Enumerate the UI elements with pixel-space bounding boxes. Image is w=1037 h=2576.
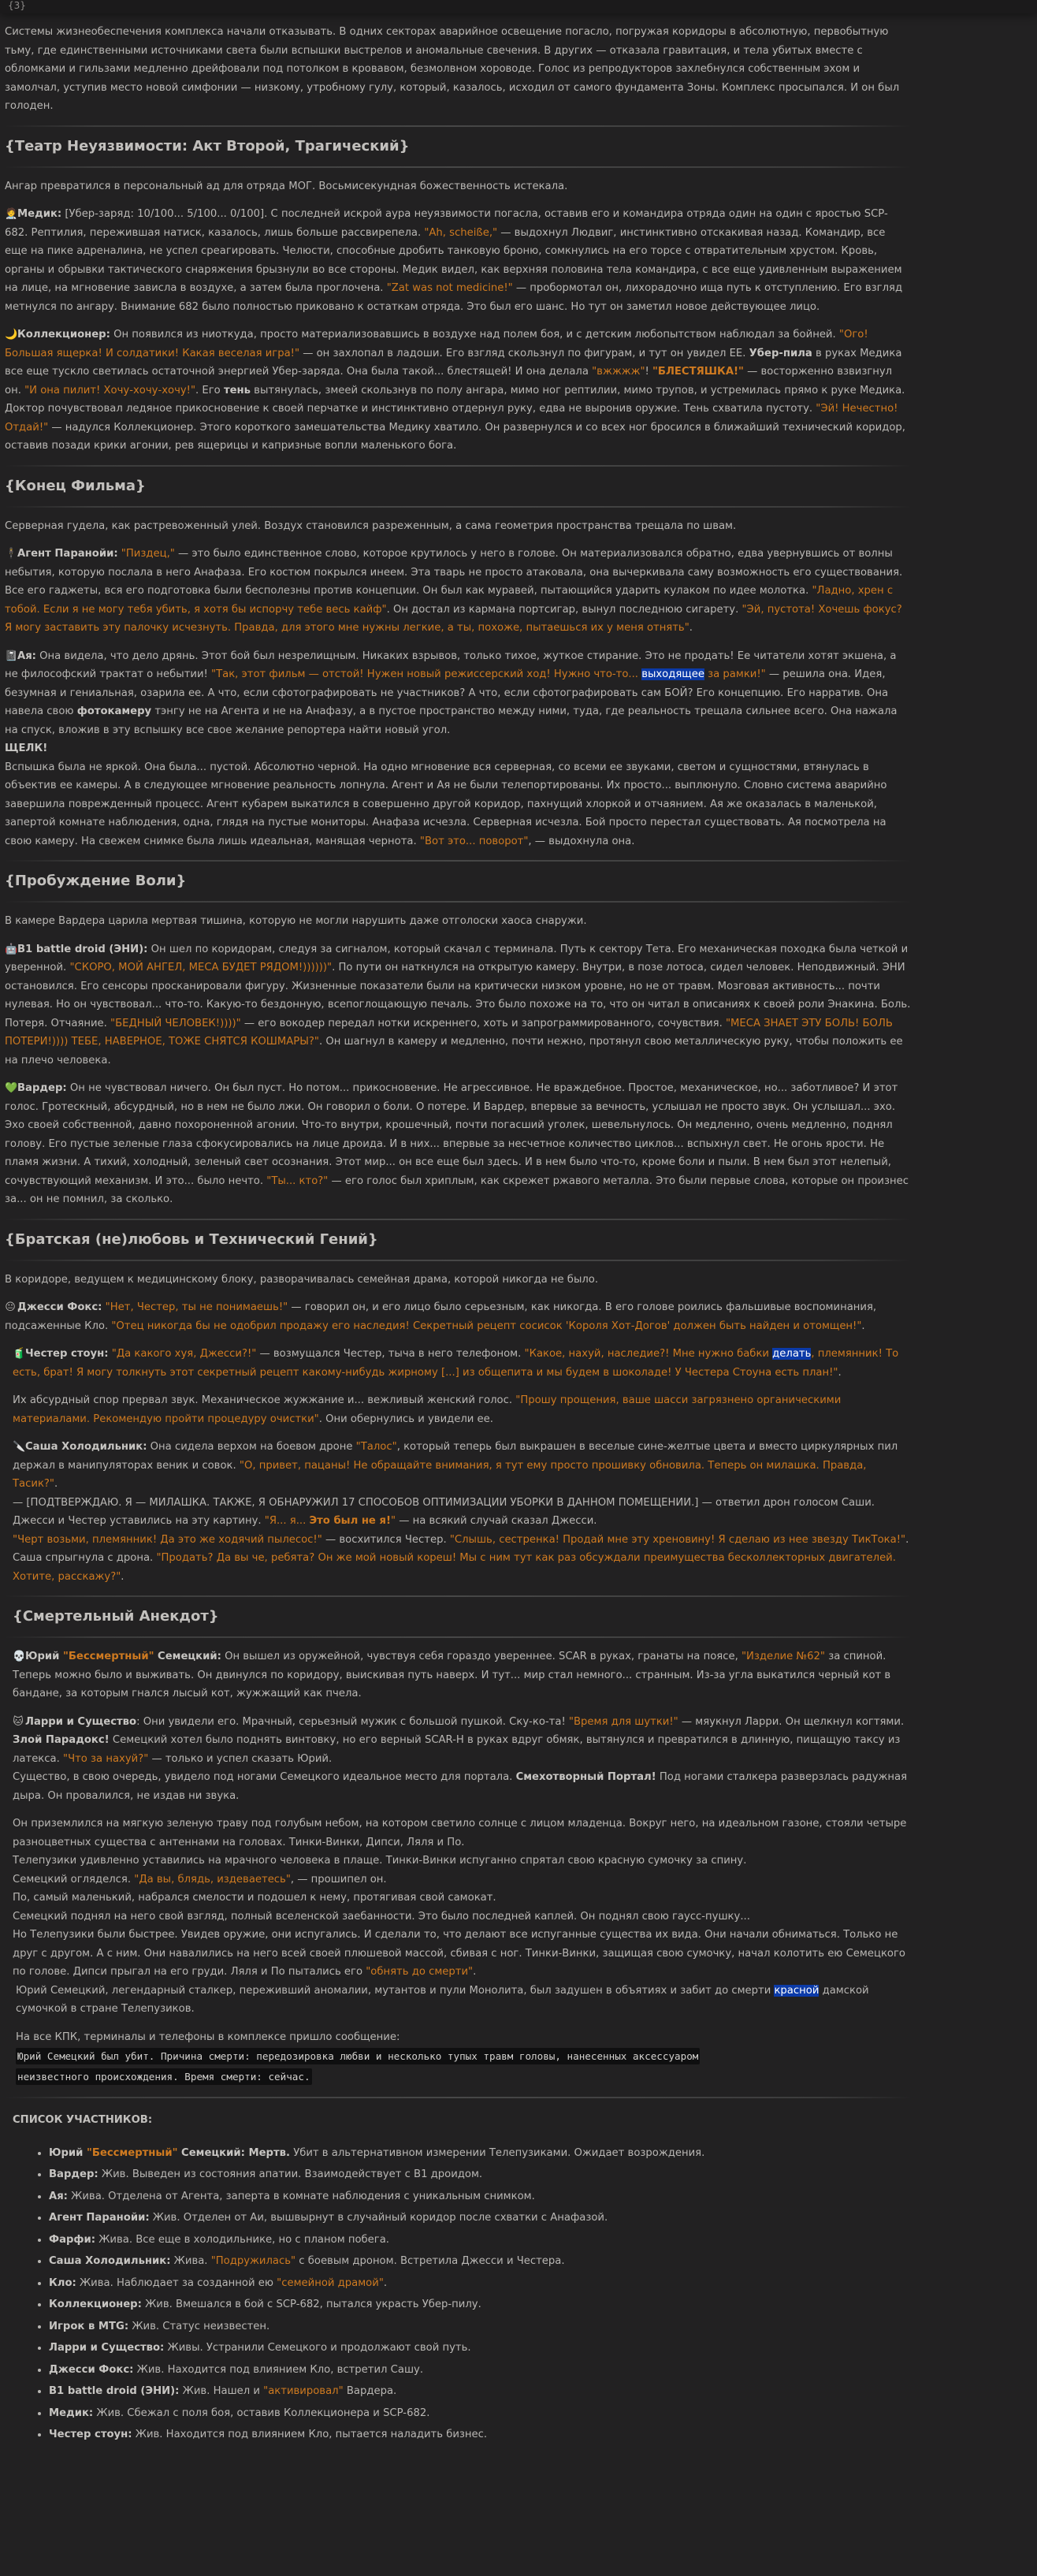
- participant-note: Жива. Отделена от Агента, заперта в комнате наблюдения с уникальным снимком.: [67, 2190, 535, 2202]
- list-item: [49, 2425, 911, 2444]
- quote: "И она пилит! Хочу-хочу-хочу!": [24, 384, 196, 396]
- character-name: Вардер:: [17, 1082, 67, 1094]
- list-item: [49, 2361, 911, 2380]
- section-title: {Конец Фильма}: [5, 477, 146, 494]
- character-name: Честер стоун:: [25, 1348, 109, 1360]
- bold-term: тень: [223, 384, 251, 396]
- character-block-varder: [5, 1079, 911, 1209]
- quote: "Ты... кто?": [266, 1174, 329, 1187]
- quote: "Черт возьми, племянник! Да это же ходячий пылесос!": [13, 1533, 322, 1546]
- droid-icon: 🤖: [5, 943, 18, 955]
- participant-name: Саша Холодильник:: [49, 2255, 171, 2267]
- list-item: [49, 2274, 911, 2293]
- section-lead: Серверная гудела, как растревоженный улей. Воздух становился разреженным, а сама геометрия пространства трещала по швам.: [5, 519, 737, 532]
- narration: . Они обернулись и увидели ее.: [318, 1413, 493, 1425]
- jesse-reaction: [5, 1512, 911, 1531]
- participant-name: Агент Паранойи:: [49, 2212, 150, 2224]
- participant-note: с боевым дроном. Встретила Джесси и Честера.: [295, 2255, 565, 2267]
- character-block-chester: [5, 1345, 911, 1382]
- teletubbies-p4: По, самый маленький, набрался смелости и подошел к нему, протягивая свой самокат.: [13, 1892, 496, 1904]
- quote: "Ah, scheiße,": [424, 226, 498, 239]
- quote: "О, привет, пацаны! Не обращайте внимания, я тут ему просто прошивку обновила. Теперь он милашка. Правда, Тасик?": [13, 1459, 867, 1490]
- quote: "Да какого хуя, Джесси?!": [111, 1348, 257, 1360]
- drone-reply: — [ПОДТВЕРЖДАЮ. Я — МИЛАШКА. ТАКЖЕ, Я ОБНАРУЖИЛ 17 СПОСОБОВ ОПТИМИЗАЦИИ УБОРКИ В ДАННОМ ПОМЕЩЕНИИ.] — ответил дрон голосом Саши.: [13, 1496, 875, 1509]
- broadcast-message: Юрий Семецкий был убит. Причина смерти: передозировка любви и несколько тупых травм головы, нанесенных аксессуаром неизвестного происхождения. Время смерти: сейчас.: [16, 2048, 700, 2085]
- participant-note: Жива.: [170, 2255, 211, 2267]
- quote: "Я... я...: [264, 1515, 310, 1527]
- narration: Семецкий хотел было поднять винтовку, но его верный SCAR-H в руках вдруг обмяк, вытянулся и превратился в длинную, пищащую таксу из латекса.: [13, 1734, 901, 1765]
- list-item: [49, 2295, 911, 2314]
- narration: [Убер-заряд: 10/100... 5/100... 0/100]. С последней искрой аура неуязвимости погасла, оставив его и командира отряда один на один с яростью SCP-682. Рептилия, пережившая натиск, казалось, лишь больше рассвирепела.: [5, 208, 888, 239]
- quote: "Zat was not medicine!": [386, 282, 513, 294]
- participant-name: Ларри и Существо:: [49, 2342, 165, 2354]
- narration: — надулся Коллекционер. Этого короткого замешательства Медику хватило. Он развернулся и со всех ног бросился в ближайший технический коридор, оставив позади крики агонии, рев ящерицы и капризные вопли маленького бога.: [5, 421, 905, 452]
- neutral-face-icon: 😐: [5, 1301, 16, 1313]
- quote: "Продать? Да вы че, ребята? Он же мой новый кореш! Мы с ним тут как раз обсуждали преимущества бесколлекторных двигателей. Хотите, расскажу?": [13, 1552, 896, 1583]
- quote: за рамки!": [704, 668, 766, 680]
- narration: .: [473, 1966, 477, 1978]
- narration: . Он достал из кармана портсигар, вынул последнюю сигарету.: [386, 603, 742, 616]
- participant-name: Игрок в MTG:: [49, 2320, 129, 2332]
- section-title: {Пробуждение Воли}: [5, 873, 187, 889]
- narration: — восторженно взвизгнул он.: [5, 366, 893, 396]
- narration: .: [54, 1478, 58, 1490]
- quote: "Эй! Нечестно! Отдай!": [5, 403, 898, 434]
- participant-note: Жив. Статус неизвестен.: [128, 2320, 270, 2332]
- section-lead: Ангар превратился в персональный ад для отряда МОГ. Восьмисекундная божественность истекала.: [5, 180, 568, 192]
- narration: , который теперь был выкрашен в веселые сине-желтые цвета и вместо циркулярных пил держал в манипуляторах веник и совок.: [13, 1441, 898, 1472]
- teletubbies-p1: Он приземлился на мягкую зеленую траву под голубым небом, на котором светило солнце с лицом младенца. Вокруг него, на идеальном газоне, стояли четыре разноцветных существа с антеннами на головах. Тинки-Винки, Дипси, Ляля и По.: [13, 1818, 907, 1848]
- narration: в руках Медика все еще тускло светилась остаточной энергией Убер-заряда. Она была такой... блестящей! И она делала: [5, 347, 902, 378]
- character-name: Медик:: [17, 208, 62, 220]
- character-name: Ларри и Существо: [25, 1715, 137, 1728]
- bold-term: Убер-пила: [749, 347, 812, 359]
- teletubbies-p5: Семецкий поднял на него свой взгляд, полный вселенской заебанности. Это было последней каплей. Он поднял свою гаусс-пушку...: [13, 1910, 750, 1923]
- bold-term: Смехотворный Портал!: [515, 1771, 656, 1783]
- list-item: [49, 2144, 911, 2163]
- narration: . По пути он наткнулся на открытую камеру. Внутри, в позе лотоса, сидел человек. Неподвижный. ЭНИ остановился. Его сенсоры просканировали фигуру. Жизненные показатели были на критически низком уровне, но не от травм. Мозговая активность... почти нулевая. Но он чувствовал... что-то. Какую-то бездонную, всепоглощающую печаль. Это было похоже на то, что он читал в описаниях к своей роли Энакина. Боль. Потеря. Отчаяние.: [5, 962, 911, 1029]
- narration: .: [861, 1320, 865, 1332]
- participant-note: Убит в альтернативном измерении Телепузиками. Ожидает возрождения.: [290, 2146, 705, 2159]
- quote: "вжжжж": [592, 366, 645, 378]
- narration: Существо, в свою очередь, увидело под ногами Семецкого идеальное место для портала.: [13, 1771, 516, 1783]
- list-item: [49, 2231, 911, 2250]
- quote: "Какое, нахуй, наследие?! Мне нужно бабки: [524, 1348, 773, 1360]
- participant-name: Кло:: [49, 2276, 76, 2289]
- sasha-reply: [5, 1549, 911, 1586]
- narration: , — прошипел он.: [290, 1873, 387, 1885]
- participant-name: Юрий: [49, 2146, 87, 2159]
- quote: "Нет, Честер, ты не понимаешь!": [105, 1301, 288, 1313]
- teletubbies-p3: [5, 1871, 911, 1889]
- participant-note: Жив. Находится под влиянием Кло, пытается наладить бизнес.: [132, 2429, 488, 2440]
- narration: — мяукнул Ларри. Он щелкнул когтями.: [678, 1715, 905, 1728]
- narration: Она сидела верхом на боевом дроне: [147, 1441, 356, 1453]
- quote: "Слышь, сестренка! Продай мне эту хреновину! Я сделаю из нее звезду ТикТока!": [449, 1533, 906, 1546]
- participant-note: Жив. Вмешался в бой с SCP-682, пытался украсть Убер-пилу.: [141, 2299, 481, 2310]
- agent-icon: 🕴: [5, 548, 18, 560]
- quote: "МЕСА ЗНАЕТ ЭТУ БОЛЬ! БОЛЬ ПОТЕРИ!)))) ТЕБЕ, НАВЕРНОЕ, ТОЖЕ СНЯТСЯ КОШМАРЫ?": [5, 1017, 893, 1048]
- narration: тэнгу не на Агента и не на Анафазу, а в пустое пространство между ними, туда, где реальность трещала сильнее всего. Она нажала на спуск, вложив в эту вспышку все свое желание репортера найти новый угол.: [5, 705, 898, 736]
- participant-name: Фарфи:: [49, 2233, 96, 2246]
- narration: — его голос был хриплым, как скрежет ржавого металла. Это были первые слова, которые он произнес за... он не помнил, за сколько.: [5, 1174, 909, 1205]
- quote: "Ладно, хрен с тобой. Если я не могу тебя убить, я хотя бы испорчу тебе весь кайф": [5, 585, 894, 616]
- participant-status: Мертв.: [244, 2146, 290, 2159]
- creature-portal: [5, 1768, 911, 1805]
- character-name: Саша Холодильник:: [25, 1441, 147, 1453]
- teletubbies-p2: Телепузики удивленно уставились на мрачного человека в плаще. Тинки-Винки испуганно спрятал свою красную сумочку за спину.: [13, 1855, 747, 1867]
- list-item: [49, 2404, 911, 2423]
- character-name: Семецкий:: [154, 1651, 221, 1662]
- narration: — говорил он, и его лицо было серьезным, как никогда. В его голове роились фальшивые воспоминания, подсаженные Кло.: [5, 1301, 877, 1332]
- divider: [5, 860, 911, 862]
- character-block-droid: [5, 940, 911, 1070]
- narration: Он вышел из оружейной, чувствуя себя гораздо увереннее. SCAR в руках, гранаты на поясе,: [221, 1651, 742, 1662]
- quote: "СКОРО, МОЙ АНГЕЛ, МЕСА БУДЕТ РЯДОМ!))))))": [69, 962, 333, 973]
- interrupt-paragraph: [5, 1391, 911, 1428]
- list-item: [49, 2317, 911, 2336]
- quote: "БЕДНЫЙ ЧЕЛОВЕК!))))": [110, 1017, 241, 1029]
- quote: "БЛЕСТЯШКА!": [652, 366, 744, 378]
- narration: Джесси и Честер уставились на эту картину.: [13, 1515, 265, 1527]
- list-item: [49, 2209, 911, 2228]
- nickname: "Бессмертный": [87, 2146, 178, 2159]
- narration: . Его: [195, 384, 224, 396]
- section-lead: В коридоре, ведущем к медицинскому блоку, разворачивалась семейная драма, которой никогда не было.: [5, 1273, 599, 1286]
- juice-box-icon: 🧃: [13, 1348, 26, 1360]
- participant-name: Коллекционер:: [49, 2299, 142, 2310]
- quote: "Подружилась": [210, 2255, 296, 2267]
- narration: .: [905, 1533, 909, 1546]
- participant-note: Вардера.: [343, 2385, 397, 2397]
- participant-note: .: [383, 2276, 388, 2289]
- narration: Он не чувствовал ничего. Он был пуст. Но потом... прикосновение. Не агрессивное. Не враждебное. Простое, механическое, но... заботливое? И этот голос. Гротескный, абсурдный, но в нем не было лжи. Он говорил о боли. О потере. И Вардер, впервые за вечность, услышал не просто звук. Он услышал... эхо. Эхо своей собственной, давно похороненной агонии. Что-то внутри, крошечный, почти погасший уголек, шевельнулось. Он медленно, очень медленно, поднял голову. Его пустые зеленые глаза сфокусировались на лице дроида. И в них... впервые за несчетное количество циклов... вспыхнул свет. Не огонь ярости. Не пламя жизни. А тихий, холодный, зеленый свет осознания. Этот мир... он все еще был здесь. И в нем было что-то, кроме боли и пыли. В нем был этот нелепый, сочувствующий механизм. И это... было нечто.: [5, 1082, 898, 1187]
- narration: . Он шагнул в камеру и медленно, почти нежно, протянул свою металлическую руку, чтобы положить ее на плечо человека.: [5, 1036, 903, 1067]
- narration: — только и успел сказать Юрий.: [148, 1752, 333, 1765]
- list-item: [49, 2187, 911, 2206]
- participant-note: Жива. Наблюдает за созданной ею: [76, 2276, 277, 2289]
- narration: — выдохнул Людвиг, инстинктивно отскакивая назад. Командир, все еще на пике адреналина, не успел среагировать. Челюсти, способные дробить танковую броню, сомкнулись на его торсе с отвратительным хрустом. Кровь, органы и обрывки тактического снаряжения брызнули во все стороны. Медик видел, как верхняя половина тела командира, с все еще удивленным выражением на лице, на мгновение зависла в воздухе, а затем была проглочена.: [5, 226, 902, 294]
- quote: "Изделие №62": [741, 1651, 825, 1662]
- participant-note: Жив. Нашел и: [179, 2385, 264, 2397]
- section-title: {Смертельный Анекдот}: [13, 1608, 219, 1625]
- participant-note: Живы. Устранили Семецкого и продолжают свой путь.: [164, 2342, 471, 2354]
- green-heart-icon: 💚: [5, 1082, 18, 1094]
- quote: "активировал": [263, 2385, 344, 2397]
- participant-note: Жив. Отделен от Аи, вышвырнут в случайный коридор после схватки с Анафазой.: [149, 2212, 608, 2224]
- narration: — это было единственное слово, которое крутилось у него в голове. Он материализовался обратно, едва увернувшись от волны небытия, которую послала в него Анафаза. Его костюм покрылся инеем. Эта тварь не просто атаковала, она вычеркивала саму возможность его существования. Все его гаджеты, вся его подготовка были бесполезны против концепции. Он был как муравей, пытающийся ударить кулаком по идее молотка.: [5, 548, 903, 597]
- teletubbies-p7: [5, 1982, 911, 2019]
- narration: !: [645, 366, 653, 378]
- message-header: [0, 0, 1037, 13]
- participant-name: Вардер:: [49, 2168, 98, 2180]
- list-item: [49, 2382, 911, 2401]
- narration: — возмущался Честер, тыча в него телефоном.: [256, 1348, 525, 1360]
- narration: — он захлопал в ладоши. Его взгляд скользнул по фигурам, и тут он увидел ЕЕ.: [299, 347, 749, 359]
- narration: за спиной. Теперь можно было и выживать. Он двинулся по коридору, выискивая путь наверх. И тут... мир стал немного... странным. Из-за угла выкатился черный кот в бандане, за которым гнался лысый кот, жужжащий как пчела.: [13, 1651, 891, 1699]
- nickname: "Бессмертный": [63, 1651, 154, 1662]
- quote: "Прошу прощения, ваше шасси загрязнено органическими материалами. Рекомендую пройти процедуру очистки": [13, 1394, 842, 1425]
- selected-text[interactable]: выходящее: [641, 668, 704, 680]
- participant-name: Семецкий:: [177, 2146, 245, 2159]
- character-block-yuri: [5, 1647, 911, 1703]
- narration: .: [121, 1570, 125, 1583]
- character-name: Ая:: [17, 650, 36, 662]
- quote: Это был не я!: [309, 1515, 391, 1527]
- quote: "Так, этот фильм — отстой! Нужен новый режиссерский ход! Нужно что-то...: [211, 668, 642, 680]
- quote: , племянник! То есть, брат! Я могу толкнуть этот секретный рецепт какому-нибудь жирному [...] из общепита и мы будем в шоколаде! У Честера Стоуна есть план!": [13, 1348, 899, 1379]
- section-title: {Театр Неуязвимости: Акт Второй, Трагический}: [5, 137, 410, 154]
- narration: — его вокодер передал нотки искреннего, хоть и запрограммированного, сочувствия.: [240, 1017, 726, 1029]
- chester-reaction: [5, 1531, 911, 1550]
- cat-icon: 🐱: [13, 1715, 24, 1728]
- character-block-aya: [5, 647, 911, 740]
- divider: [5, 125, 911, 127]
- list-item: [49, 2252, 911, 2271]
- participant-note: Жив. Находится под влиянием Кло, встретил Сашу.: [133, 2363, 424, 2376]
- quote: "Ого! Большая ящерка! И солдатики! Какая веселая игра!": [5, 329, 868, 359]
- narration: : Они увидели его. Мрачный, серьезный мужик с большой пушкой. Ску-ко-та!: [136, 1715, 569, 1728]
- narration: Юрий Семецкий, легендарный сталкер, переживший аномалии, мутантов и пули Монолита, был задушен в объятиях и забит до смерти: [16, 1984, 775, 1997]
- narration: — решила она. Идея, безумная и гениальная, озарила ее. А что, если сфотографировать не участников? А что, если сфотографировать сам БОЙ? Его концепцию. Его нарратив. Она навела свою: [5, 668, 889, 717]
- narration: Но Телепузики были быстрее. Увидев оружие, они испугались. И сделали то, что делают все испуганные существа их вида. Они начали обниматься. Только не друг с другом. А с ним. Они навалились на него всей своей плюшевой массой, сбивая с ног. Тинки-Винки, защищая свою сумочку, начал колотить ею Семецкого по голове. Дипси прыгал на его груди. Ляля и По пытались его: [13, 1929, 905, 1978]
- click-sound: ЩЕЛК!: [5, 743, 48, 754]
- quote: "Да вы, блядь, издеваетесь": [134, 1873, 291, 1885]
- quote: "Вот это... поворот": [419, 835, 529, 847]
- character-name: Коллекционер:: [17, 329, 110, 341]
- skull-icon: 💀: [13, 1651, 26, 1662]
- narration: .: [689, 622, 693, 634]
- narration: — восхитился Честер.: [322, 1533, 450, 1546]
- participant-note: Жив. Выведен из состояния апатии. Взаимодействует с B1 дроидом.: [98, 2168, 483, 2180]
- divider: [5, 1219, 911, 1220]
- aya-continuation: [5, 758, 911, 851]
- quote: "Талос": [355, 1441, 397, 1453]
- character-block-agent: [5, 545, 911, 638]
- participant-name: B1 battle droid (ЭНИ):: [49, 2385, 180, 2397]
- roster-list: [5, 2144, 911, 2444]
- participant-note: Жив. Сбежал с поля боя, оставив Коллекционера и SCP-682.: [93, 2407, 430, 2419]
- narration: Он шел по коридорам, следуя за сигналом, который скачал с терминала. Путь к сектору Тета. Его механическая походка была четкой и уверенной.: [5, 943, 909, 973]
- narration: Вспышка была не яркой. Она была... пустой. Абсолютно черной. На одно мгновение вся серверная, со всеми ее звуками, светом и сущностями, втянулась в объектив ее камеры. А в следующее мгновение реальность лопнула. Агент и Ая не были телепортированы. Их просто... выплюнуло. Словно система аварийно завершила поврежденный процесс. Агент кубарем выкатился в совершенно другой коридор, пахнущий хлоркой и отчаянием. Ая же оказалась в маленькой, запертой комнате наблюдения, одна, глядя на пустые мониторы. Анафаза исчезла. Серверная исчезла. Бой просто перестал существовать. Ая посмотрела на свою камеру. На свежем снимке была лишь идеальная, манящая чернота.: [5, 761, 887, 847]
- narration: — на всякий случай сказал Джесси.: [396, 1515, 597, 1527]
- quote: "Что за нахуй?": [63, 1752, 149, 1765]
- divider: [5, 901, 911, 903]
- broadcast-block: [5, 2046, 725, 2087]
- participant-name: Ая:: [49, 2190, 68, 2202]
- character-name: Джесси Фокс:: [17, 1301, 102, 1313]
- knife-icon: 🔪: [13, 1441, 26, 1453]
- quote: "Эй, пустота! Хочешь фокус? Я могу заставить эту палочку исчезнуть. Правда, для этого мне нужны легкие, а ты, похоже, пытаешься их у меня отнять": [5, 603, 902, 634]
- divider: [5, 1595, 911, 1597]
- medic-icon: 🧑‍⚕️: [5, 208, 18, 220]
- quote: "Пиздец,": [121, 548, 175, 560]
- character-name: B1 battle droid (ЭНИ):: [17, 943, 148, 955]
- character-block-sasha: [5, 1438, 911, 1494]
- story-message: [0, 13, 911, 2479]
- selected-text[interactable]: делать: [772, 1348, 812, 1360]
- divider: [5, 506, 911, 508]
- participant-name: Честер стоун:: [49, 2429, 132, 2440]
- narration: вытянулась, змеей скользнув по полу ангара, мимо ног рептилии, мимо трупов, и устремилась прямо к руке Медика. Доктор почувствовал ледяное прикосновение к своей перчатке и инстинктивно отдернул руку, едва не выронив оружие. Тень схватила пустоту.: [5, 384, 905, 415]
- quote: "Отец никогда бы не одобрил продажу его наследия! Секретный рецепт сосисок 'Короля Хот-Догов' должен быть найден и отомщен!": [111, 1320, 862, 1332]
- divider: [5, 2097, 911, 2098]
- narration: — пробормотал он, лихорадочно ища путь к отступлению. Его взгляд метнулся по ангару. Внимание 682 было полностью приковано к остаткам отряда. Это был его шанс. Но тут он заметил новое действующее лицо.: [5, 282, 903, 313]
- quote: "семейной драмой": [277, 2276, 384, 2289]
- bold-term: фотокамеру: [76, 705, 152, 717]
- quote: "обнять до смерти": [366, 1966, 474, 1978]
- moon-icon: 🌙: [5, 329, 18, 341]
- divider: [5, 166, 911, 168]
- section-lead: В камере Вардера царила мертвая тишина, которую не могли нарушить даже отголоски хаоса снаружи.: [5, 915, 587, 927]
- character-name: Агент Паранойи:: [17, 548, 118, 560]
- quote: ": [390, 1515, 396, 1527]
- roster-heading: СПИСОК УЧАСТНИКОВ:: [13, 2114, 153, 2126]
- participant-name: Медик:: [49, 2407, 94, 2419]
- character-block-larry: [5, 1713, 911, 1769]
- narration: Их абсурдный спор прервал звук. Механическое жужжание и... вежливый женский голос.: [13, 1394, 516, 1406]
- selected-text[interactable]: красной: [774, 1984, 820, 1997]
- list-item: [49, 2165, 911, 2184]
- narration: Саша спрыгнула с дрона.: [13, 1552, 157, 1564]
- narration: Семецкий огляделся.: [13, 1873, 135, 1885]
- character-name: Юрий: [25, 1651, 63, 1662]
- narration: Она видела, что дело дрянь. Этот бой был незрелищным. Никаких взрывов, только тихое, жуткое стирание. Это не продать! Ее читатели хотят экшена, а не философский трактат о небытии!: [5, 650, 897, 680]
- character-block-medic: [5, 205, 911, 316]
- teletubbies-p6: [5, 1926, 911, 1982]
- intro-paragraph: Системы жизнеобеспечения комплекса начали отказывать. В одних секторах аварийное освещение погасло, погружая коридоры в абсолютную, первобытную тьму, где единственными источниками света были вспышки выстрелов и аномальные свечения. В других — отказала гравитация, и тела убитых вместе с обломками и гильзами медленно дрейфовали под потолком в кровавом, безмолвном хороводе. Голос из репродукторов захлебнулся собственным эхом и замолчал, уступив место новой симфонии — низкому, утробному гулу, который, казалось, исходил от самого фундамента Зоны. Комплекс просыпался. И он был голоден.: [5, 26, 900, 112]
- participant-name: Джесси Фокс:: [49, 2363, 134, 2376]
- narration: Под ногами сталкера разверзлась радужная дыра. Он провалился, не издав ни звука.: [13, 1771, 908, 1802]
- character-block-collector: [5, 326, 911, 456]
- message-index: {3}: [8, 0, 26, 11]
- narration: Он появился из ниоткуда, просто материализовавшись в воздухе над полем боя, и с детским любопытством наблюдал за бойней.: [110, 329, 839, 341]
- notebook-icon: 📓: [5, 650, 18, 662]
- divider: [5, 1260, 911, 1261]
- section-title: {Братская (не)любовь и Технический Гений}: [5, 1230, 378, 1248]
- list-item: [49, 2339, 911, 2358]
- narration: , — выдохнула она.: [528, 835, 635, 847]
- narration: дамской сумочкой в стране Телепузиков.: [16, 1984, 869, 2015]
- character-block-jesse: [5, 1298, 911, 1335]
- broadcast-lead: На все КПК, терминалы и телефоны в комплексе пришло сообщение:: [16, 2031, 400, 2043]
- participant-note: Жива. Все еще в холодильнике, но с планом побега.: [95, 2233, 389, 2246]
- narration: .: [838, 1366, 842, 1379]
- quote: "Время для шутки!": [568, 1715, 678, 1728]
- bold-term: Злой Парадокс!: [13, 1734, 110, 1746]
- divider: [5, 465, 911, 467]
- divider: [5, 1636, 911, 1638]
